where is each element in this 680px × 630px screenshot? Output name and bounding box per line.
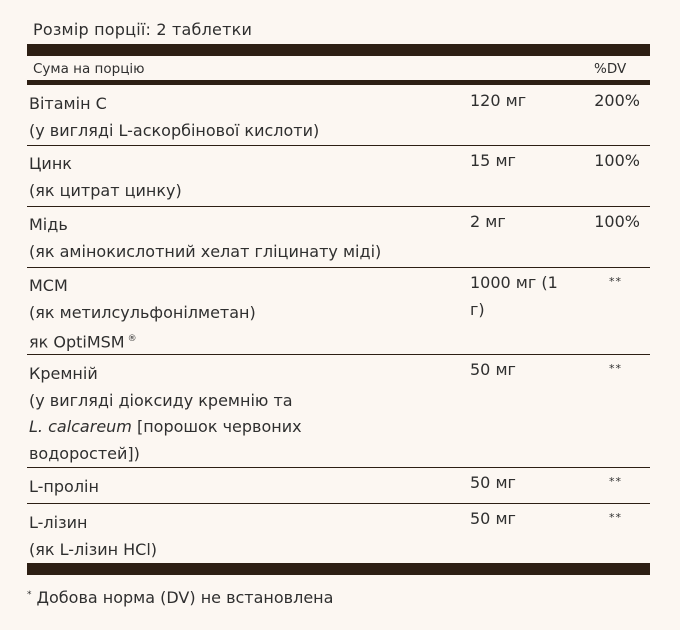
nutrient-detail: (як цитрат цинку)	[29, 180, 182, 200]
header-divider	[27, 80, 650, 85]
nutrient-name: Вітамін С	[29, 94, 107, 113]
nutrient-amount: 2 мг	[470, 212, 506, 231]
nutrient-row-l-proline	[27, 468, 650, 504]
nutrient-row-zinc	[27, 146, 650, 207]
nutrient-row-vitamin-c	[27, 86, 650, 146]
nutrient-row-l-lysine	[27, 504, 650, 566]
nutrient-detail: (як амінокислотний хелат гліцинату міді)	[29, 241, 382, 261]
thick-divider	[27, 44, 650, 56]
registered-mark: ®	[127, 334, 137, 344]
nutrient-dv: 100%	[594, 212, 640, 231]
nutrient-name: Цинк	[29, 154, 72, 173]
nutrient-detail: (у вигляді діоксиду кремнію та	[29, 390, 293, 410]
nutrient-amount: 120 мг	[470, 91, 527, 110]
nutrient-amount: 1000 мг (1 г)	[470, 273, 558, 319]
nutrient-row-copper	[27, 207, 650, 268]
nutrient-table	[27, 86, 650, 566]
nutrient-name: Мідь	[29, 215, 68, 234]
nutrient-detail: як OptiMSM	[29, 332, 125, 352]
nutrient-amount: 50 мг	[470, 509, 516, 528]
footnote	[27, 588, 333, 607]
nutrient-dv: 100%	[594, 151, 640, 170]
nutrient-name: L-пролін	[29, 477, 99, 496]
nutrient-detail: (як метилсульфонілметан)	[29, 302, 256, 322]
nutrient-amount: 50 мг	[470, 473, 516, 492]
amount-per-serving-header: Сума на порцію	[33, 61, 145, 77]
footnote-mark: *	[27, 589, 32, 600]
nutrient-dv: 200%	[594, 91, 640, 110]
nutrient-detail: (як L-лізин HCl)	[29, 539, 158, 559]
nutrient-amount: 50 мг	[470, 360, 516, 379]
serving-size: Розмір порції: 2 таблетки	[33, 20, 253, 39]
nutrient-dv: **	[609, 275, 622, 288]
nutrient-dv: **	[609, 362, 622, 375]
nutrient-row-silicon: Кремній (у вигляді діоксиду кремнію та L. calcareum [порошок червоних водоростей]) 50 мг **	[27, 355, 650, 468]
nutrient-dv: **	[609, 475, 622, 488]
nutrient-row-msm	[27, 268, 650, 355]
nutrient-amount: 15 мг	[470, 151, 516, 170]
nutrient-dv: **	[609, 511, 622, 524]
nutrient-name: L-лізин	[29, 513, 88, 532]
latin-name: L. calcareum	[29, 417, 132, 436]
nutrient-detail: водоростей])	[29, 443, 140, 463]
footnote-text: Добова норма (DV) не встановлена	[36, 588, 334, 607]
nutrient-name: МСМ	[29, 276, 68, 295]
nutrient-name: Кремній	[29, 364, 98, 383]
dv-header: %DV	[594, 61, 627, 77]
bottom-divider	[27, 563, 650, 575]
nutrient-detail: (у вигляді L-аскорбінової кислоти)	[29, 120, 320, 140]
